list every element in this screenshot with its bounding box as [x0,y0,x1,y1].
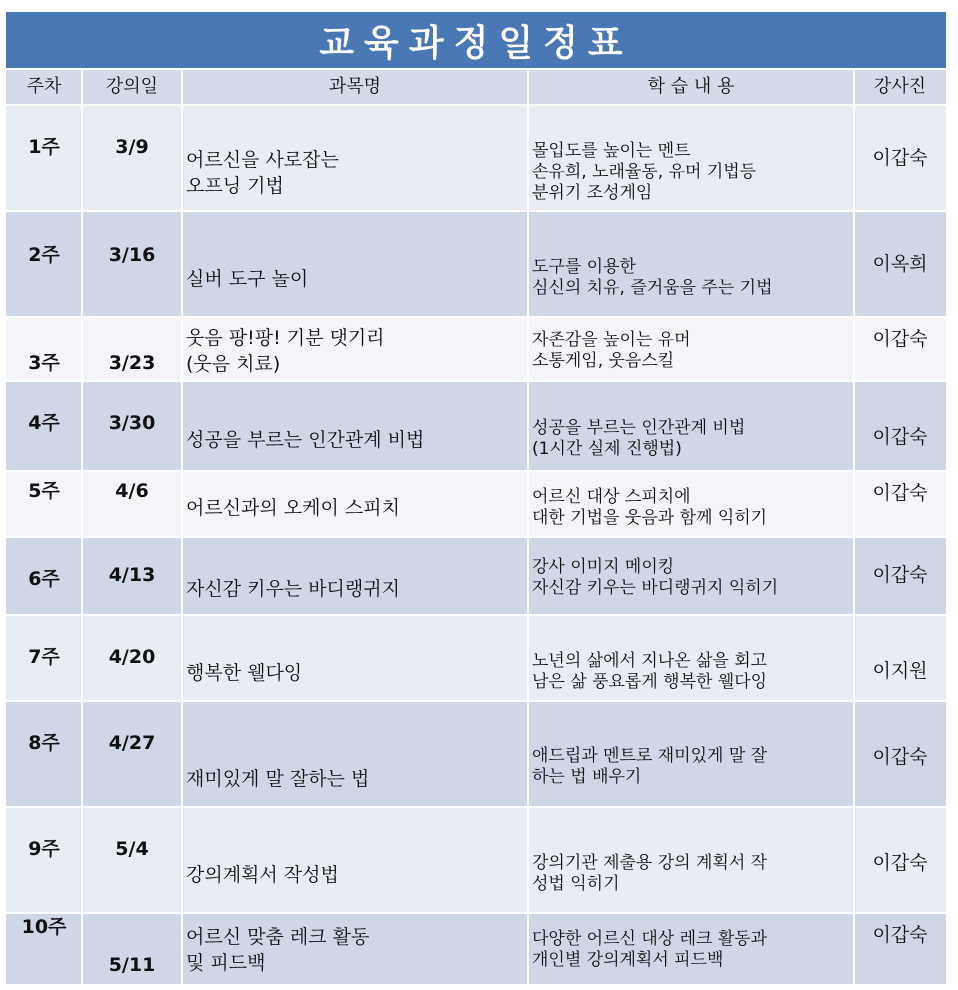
subject-line: 자신감 키우는 바디랭귀지 [186,578,400,600]
date-cell: 4/27 [82,702,182,806]
column-divider [81,70,83,984]
subject-line: 강의계획서 작성법 [186,864,339,886]
content-line: 분위기 조성게임 [532,182,653,203]
table-row [6,472,946,536]
content-line: 어르신 대상 스피치에 [532,487,691,507]
subject-line: 재미있게 말 잘하는 법 [186,768,370,790]
column-divider [527,70,529,984]
date-cell: 3/30 [82,382,182,470]
content-cell [528,382,854,470]
date-cell: 3/16 [82,212,182,316]
content-cell [528,914,854,984]
week-cell: 4주 [6,382,82,470]
subject-cell [182,212,528,316]
content-cell [528,472,854,536]
instructor-cell: 이지원 [854,616,946,700]
date-cell: 3/23 [82,318,182,380]
content-line: 심신의 치유, 즐거움을 주는 기법 [532,278,773,298]
table-row [6,212,946,316]
date-cell: 3/9 [82,106,182,210]
week-cell: 6주 [6,538,82,614]
subject-cell [182,538,528,614]
content-line: 소통게임, 웃음스킬 [532,351,675,371]
content-line: 다양한 어르신 대상 레크 활동과 [532,929,768,949]
date-cell: 5/11 [82,914,182,984]
instructor-cell: 이갑숙 [854,318,946,380]
subject-line: 오프닝 기법 [186,175,284,197]
week-cell: 3주 [6,318,82,380]
header-content: 학 습 내 용 [528,70,854,104]
content-cell [528,702,854,806]
content-cell [528,538,854,614]
column-divider [853,70,855,984]
subject-line: 어르신을 사로잡는 [186,149,339,171]
table-row [6,702,946,806]
table-row [6,914,946,984]
content-cell [528,808,854,912]
header-instructor: 강사진 [854,70,946,104]
instructor-cell: 이갑숙 [854,702,946,806]
instructor-cell: 이갑숙 [854,538,946,614]
content-line: 개인별 강의계획서 피드백 [532,950,724,970]
header-week: 주차 [6,70,82,104]
subject-cell [182,106,528,210]
content-line: 강사 이미지 메이킹 [532,557,675,577]
instructor-cell: 이갑숙 [854,106,946,210]
content-line: 손유희, 노래율동, 유머 기법등 [532,161,757,182]
content-line: 자신감 키우는 바디랭귀지 익히기 [532,578,779,598]
subject-cell [182,914,528,984]
subject-cell [182,616,528,700]
content-line: 도구를 이용한 [532,257,636,277]
subject-line: 어르신 맞춤 레크 활동 [186,926,370,948]
header-date: 강의일 [82,70,182,104]
table-row [6,382,946,470]
content-line: 애드립과 멘트로 재미있게 말 잘 [532,746,768,766]
week-cell: 7주 [6,616,82,700]
instructor-cell: 이갑숙 [854,472,946,536]
content-cell [528,318,854,380]
week-cell: 9주 [6,808,82,912]
header-subject: 과목명 [182,70,528,104]
instructor-cell: 이갑숙 [854,914,946,984]
subject-cell [182,318,528,380]
content-line: 남은 삶 풍요롭게 행복한 웰다잉 [532,672,768,692]
content-cell [528,106,854,210]
date-cell: 4/13 [82,538,182,614]
content-line: 자존감을 높이는 유머 [532,330,691,350]
table-row [6,808,946,912]
content-line: 몰입도를 높이는 멘트 [532,140,691,161]
subject-line: 어르신과의 오케이 스피치 [186,497,400,519]
content-line: 강의기관 제출용 강의 계획서 작 [532,853,768,873]
subject-cell [182,472,528,536]
content-cell [528,616,854,700]
subject-cell [182,808,528,912]
subject-line: 웃음 팡!팡! 기분 댓기리 [186,327,385,349]
subject-line: 실버 도구 놀이 [186,268,309,290]
content-line: 노년의 삶에서 지나온 삶을 회고 [532,651,768,671]
date-cell: 4/20 [82,616,182,700]
instructor-cell: 이옥희 [854,212,946,316]
subject-line: (웃음 치료) [186,353,281,375]
subject-line: 행복한 웰다잉 [186,662,303,684]
schedule-table-container [6,0,946,988]
instructor-cell: 이갑숙 [854,808,946,912]
table-row [6,616,946,700]
content-line: 성법 익히기 [532,874,620,894]
content-line: 성공을 부르는 인간관계 비법 [532,418,746,438]
table-row [6,538,946,614]
table-title: 교육과정일정표 [6,12,946,68]
table-row [6,318,946,380]
content-line: (1시간 실제 진행법) [532,439,682,459]
date-cell: 4/6 [82,472,182,536]
content-line: 대한 기법을 웃음과 함께 익히기 [532,508,768,528]
week-cell: 2주 [6,212,82,316]
week-cell: 5주 [6,472,82,536]
column-divider [181,70,183,984]
subject-line: 및 피드백 [186,952,266,974]
table-row [6,106,946,210]
week-cell: 8주 [6,702,82,806]
subject-cell [182,702,528,806]
header-row [6,70,946,104]
instructor-cell: 이갑숙 [854,382,946,470]
subject-cell [182,382,528,470]
week-cell: 10주 [6,914,82,984]
subject-line: 성공을 부르는 인간관계 비법 [186,429,425,451]
date-cell: 5/4 [82,808,182,912]
content-line: 하는 법 배우기 [532,767,642,787]
week-cell: 1주 [6,106,82,210]
content-cell [528,212,854,316]
